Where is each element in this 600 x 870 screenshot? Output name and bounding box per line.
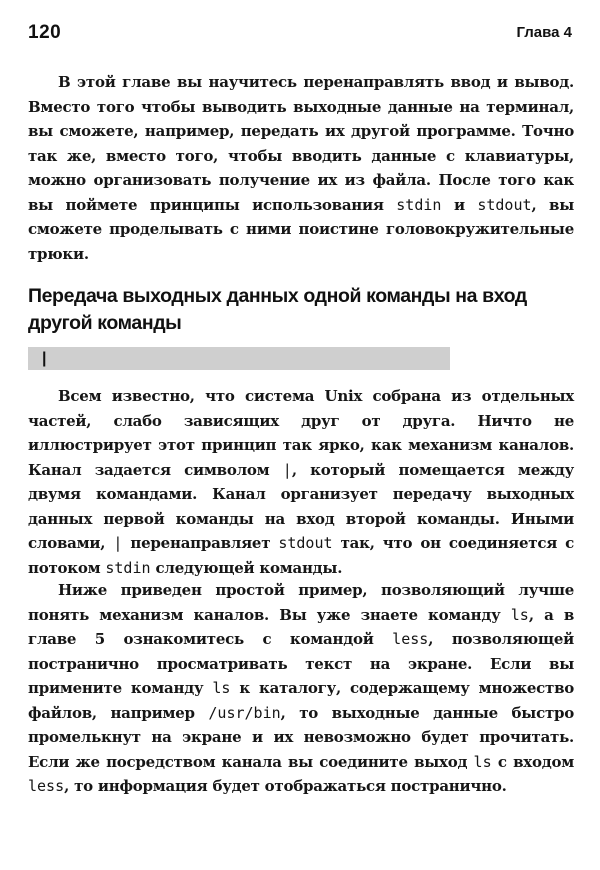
page-number: 120: [28, 22, 62, 43]
code-path: /usr/bin: [208, 703, 281, 722]
intro-text: В этой главе вы научитесь перенаправлять ввод и вывод. Вместо того чтобы выводить выходные данные на терминал, вы сможете, например, передать их другой программе. Точно так же, вместо того, чтобы вводить данные с клавиатуры, можно организовать получение их из файла. После того как вы поймете принципы использования: [28, 73, 574, 214]
code-stdin: stdin: [396, 195, 442, 214]
code-less: less: [392, 630, 429, 648]
code-pipe: |: [113, 534, 123, 552]
pipe-text: так, что он соединяется с потоком: [28, 534, 574, 577]
code-ls: ls: [473, 752, 492, 771]
intro-paragraph: [28, 70, 574, 266]
example-paragraph: [28, 578, 574, 799]
code-ls: ls: [212, 679, 231, 697]
intro-text: , вы сможете проделывать с ними поистине головокружительные трюки.: [28, 195, 574, 263]
intro-text: и: [441, 195, 478, 214]
code-stdout: stdout: [278, 534, 333, 552]
page-header: [28, 22, 572, 50]
pipe-text: перенаправляет: [122, 534, 279, 552]
code-stdout: stdout: [477, 195, 532, 214]
chapter-label: Глава 4: [516, 24, 572, 41]
pipe-text: следующей команды.: [150, 558, 343, 577]
pipe-text: , который помещается между двумя командами. Канал организует передачу выходных данных первой команды на вход второй команды. Иными словами,: [28, 460, 574, 552]
pipe-paragraph: [28, 384, 574, 580]
example-text: с входом: [491, 752, 575, 771]
pipe-text: Всем известно, что система Unix собрана из отдельных частей, слабо зависящих друг от друга. Ничто не иллюстрирует этот принцип так ярко, как механизм каналов. Канал задается символом: [28, 387, 574, 479]
pipe-symbol-bar: [28, 347, 450, 370]
example-text: , а в главе 5 ознакомитесь с командой: [28, 605, 574, 648]
code-stdin: stdin: [105, 558, 151, 577]
example-text: Ниже приведен простой пример, позволяющий лучше понять механизм каналов. Вы уже знаете команду: [28, 581, 574, 624]
pipe-symbol: |: [42, 350, 47, 367]
code-less: less: [28, 777, 65, 795]
example-text: к каталогу, содержащему множество файлов, например: [28, 679, 574, 722]
example-text: , позволяющей постранично просматривать текст на экране. Если вы примените команду: [28, 630, 574, 697]
code-ls: ls: [510, 605, 529, 624]
section-heading: Передача выходных данных одной команды на вход другой команды: [28, 285, 527, 334]
example-text: , то информация будет отображаться постранично.: [64, 777, 507, 795]
example-text: , то выходные данные быстро промелькнут на экране и их невозможно будет прочитать. Если же посредством канала вы соедините выход: [28, 703, 574, 771]
code-pipe: |: [282, 460, 292, 479]
